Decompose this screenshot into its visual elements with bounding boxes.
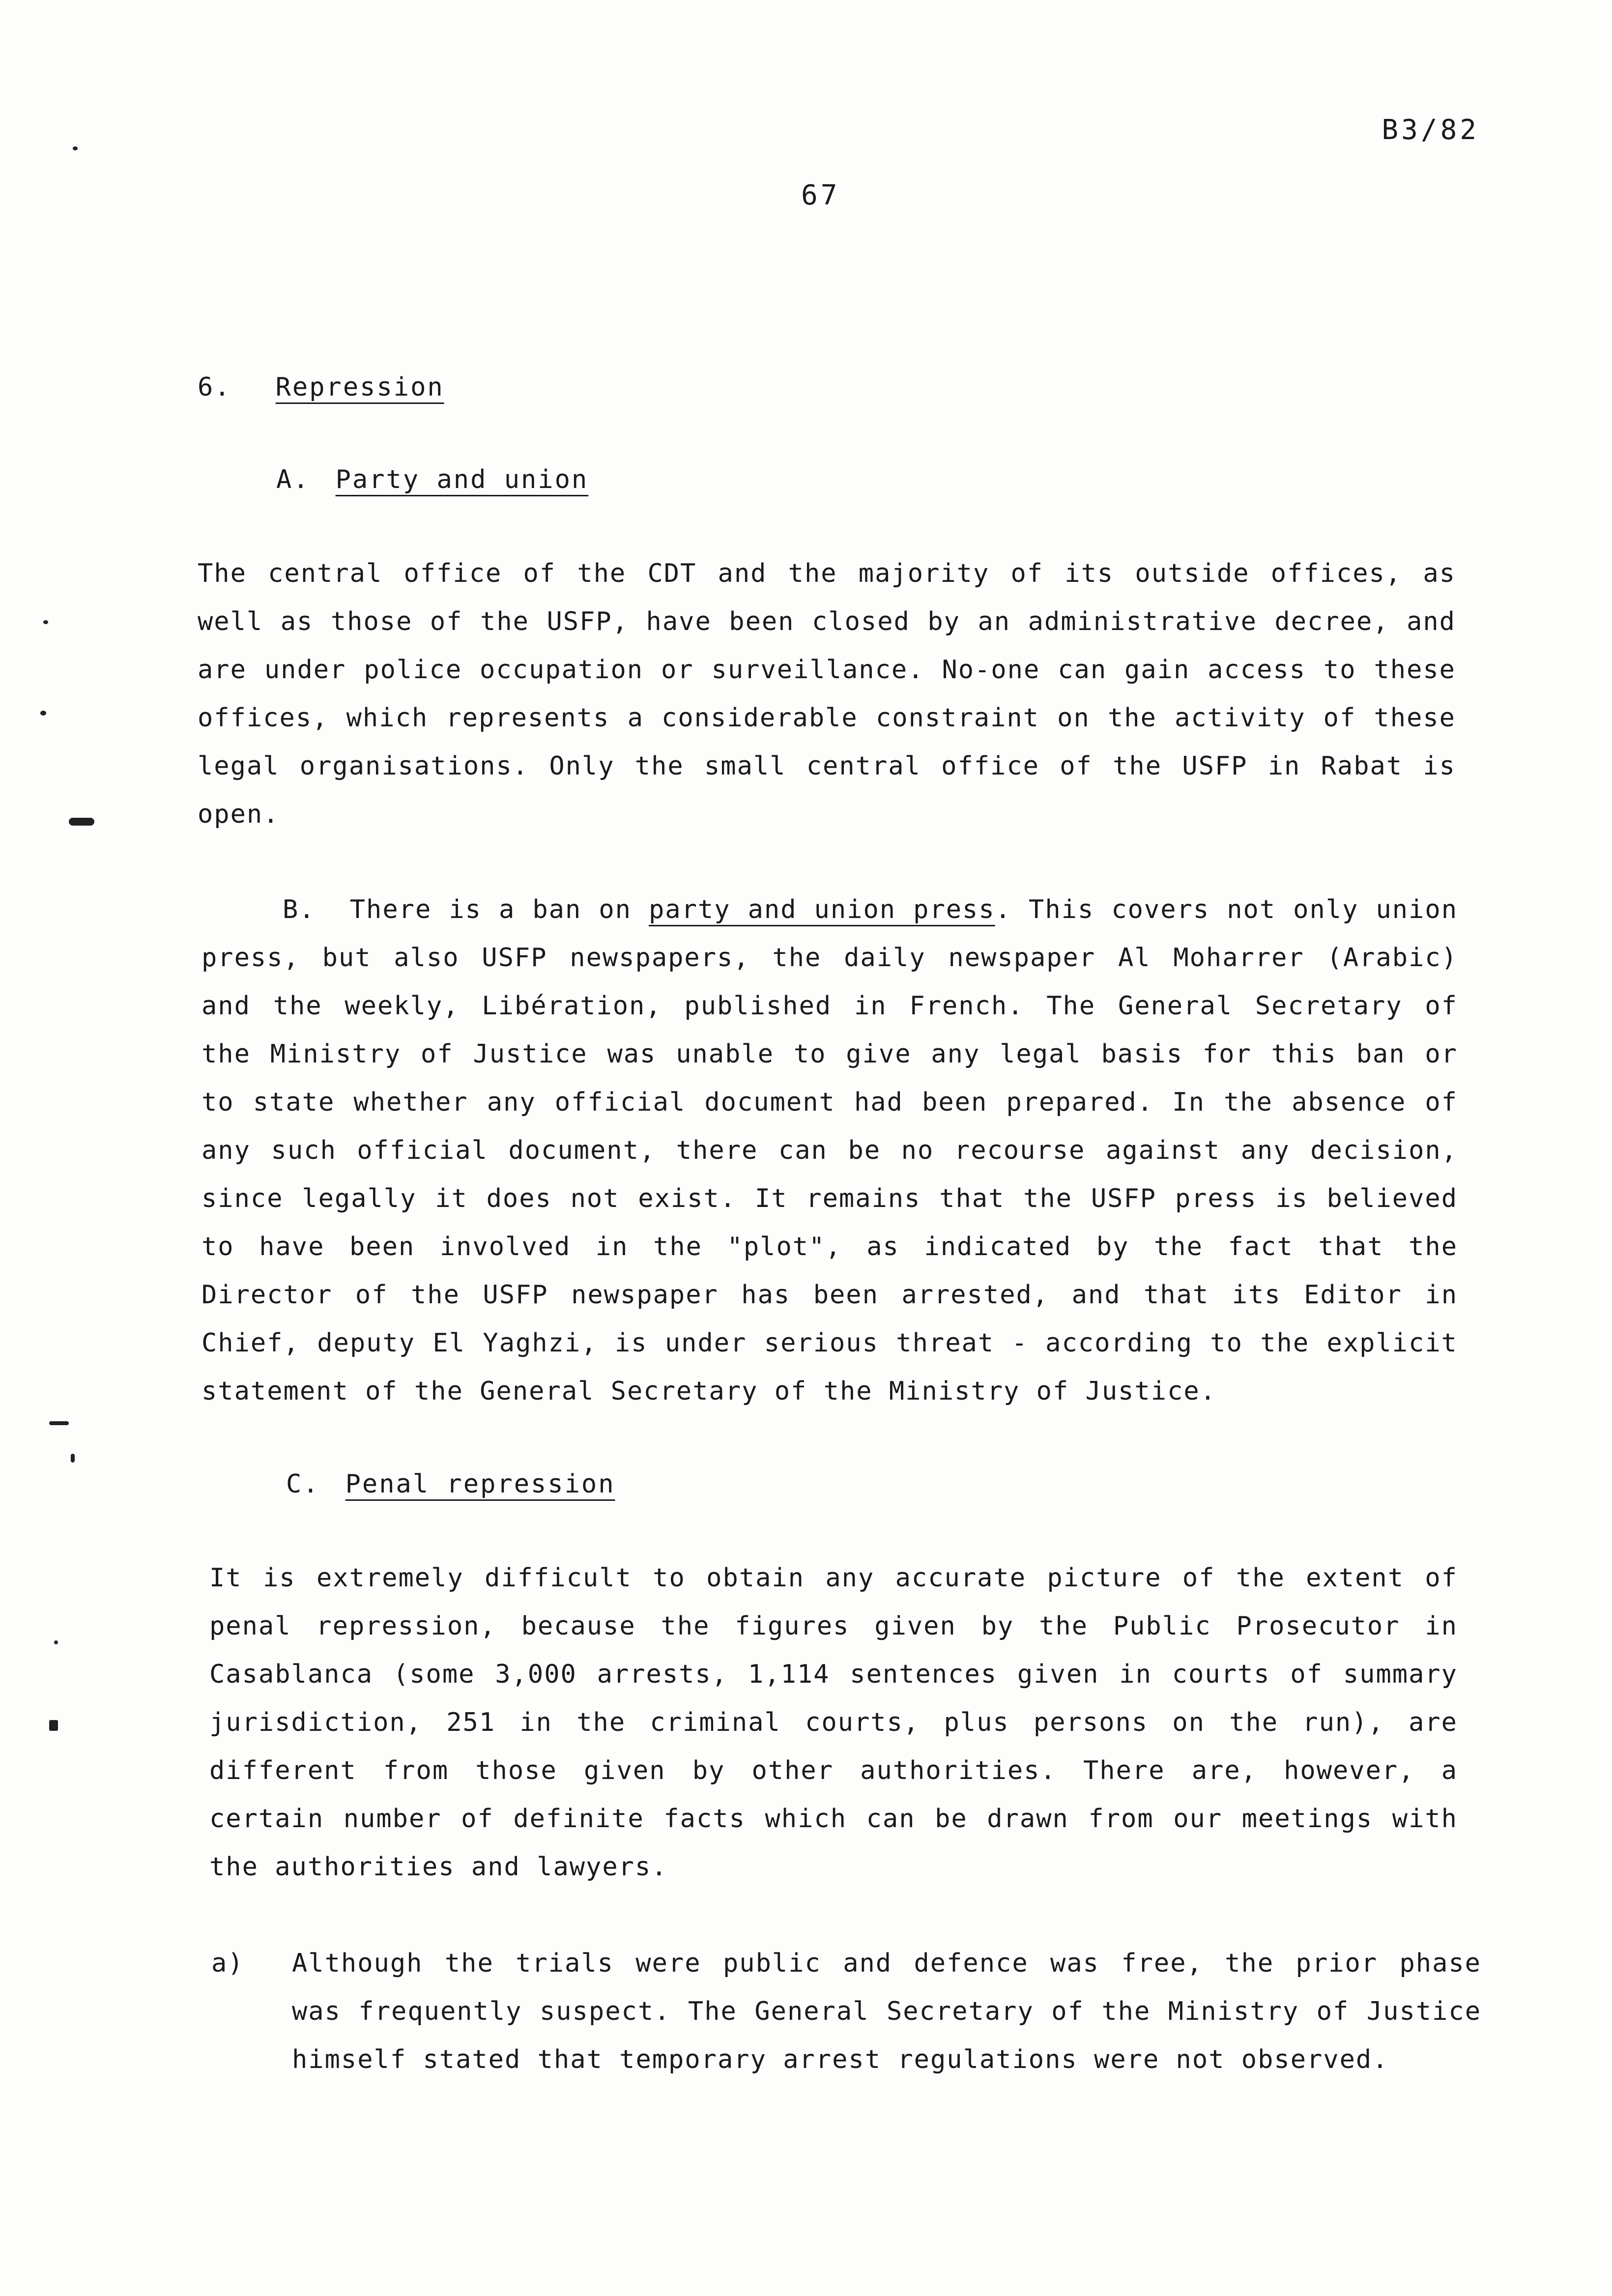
subsection-c-label: C. xyxy=(286,1469,320,1499)
list-item xyxy=(211,1939,1484,2096)
subsection-a-body xyxy=(198,549,1456,838)
scan-mark xyxy=(69,818,94,826)
scan-mark xyxy=(43,620,48,624)
subsection-b-body xyxy=(202,886,1458,1415)
scan-mark xyxy=(49,1421,69,1425)
subsection-b-underlined: party and union press xyxy=(649,895,995,924)
scan-mark xyxy=(40,711,46,716)
page-number: 67 xyxy=(801,179,840,211)
subsection-a-heading xyxy=(276,465,588,494)
subsection-c-body xyxy=(209,1554,1458,1891)
list-item-text: Although the trials were public and defence was free, the prior phase was frequently suspect. The General Secretary of the Ministry of Justice himself stated that temporary arrest regulations were not observed. xyxy=(292,1949,1481,2074)
scan-mark xyxy=(71,1454,75,1463)
subsection-b-lead: There is a ban on xyxy=(349,895,632,924)
scan-mark xyxy=(54,1640,58,1644)
subsection-c-title: Penal repression xyxy=(345,1469,615,1499)
section-title: Repression xyxy=(275,373,444,402)
document-reference: B3/82 xyxy=(1382,114,1479,146)
subsection-a-title: Party and union xyxy=(335,465,589,494)
subsection-a-label: A. xyxy=(276,465,310,494)
section-number: 6. xyxy=(198,373,231,402)
subsection-c-heading xyxy=(286,1469,615,1499)
subsection-b-text: . This covers not only union press, but also USFP newspapers, the daily newspaper Al Moharrer (Arabic) and the weekly, Libération, published in French. The General Secretary of the Ministry of Justice was unable to give any legal basis for this ban or to state whether any official document had been prepared. In the absence of any such official document, there can be no recourse against any decision, since legally it does not exist. It remains that the USFP press is believed to have been involved in the "plot", as indicated by the fact that the Director of the USFP newspaper has been arrested, and that its Editor in Chief, deputy El Yaghzi, is under serious threat - according to the explicit statement of the General Secretary of the Ministry of Justice. xyxy=(202,895,1458,1406)
scan-mark xyxy=(73,146,78,150)
list-marker: a) xyxy=(211,1949,244,1978)
subsection-c-text: It is extremely difficult to obtain any accurate picture of the extent of penal repression, because the figures given by the Public Prosecutor in Casablanca (some 3,000 arrests, 1,114 sentences given in courts of summary jurisdiction, 251 in the criminal courts, plus persons on the run), are different from those given by other authorities. There are, however, a certain number of definite facts which can be drawn from our meetings with the authorities and lawyers. xyxy=(209,1563,1458,1882)
section-heading xyxy=(198,373,444,402)
scan-mark xyxy=(49,1720,58,1731)
subsection-b-label: B. xyxy=(283,895,316,924)
subsection-a-text: The central office of the CDT and the majority of its outside offices, as well as those of the USFP, have been closed by an administrative decree, and are under police occupation or surveillance. No-one can gain access to these offices, which represents a considerable constraint on the activity of these legal organisations. Only the small central office of the USFP in Rabat is open. xyxy=(198,559,1456,829)
subsection-b-paragraph xyxy=(202,886,1458,1415)
